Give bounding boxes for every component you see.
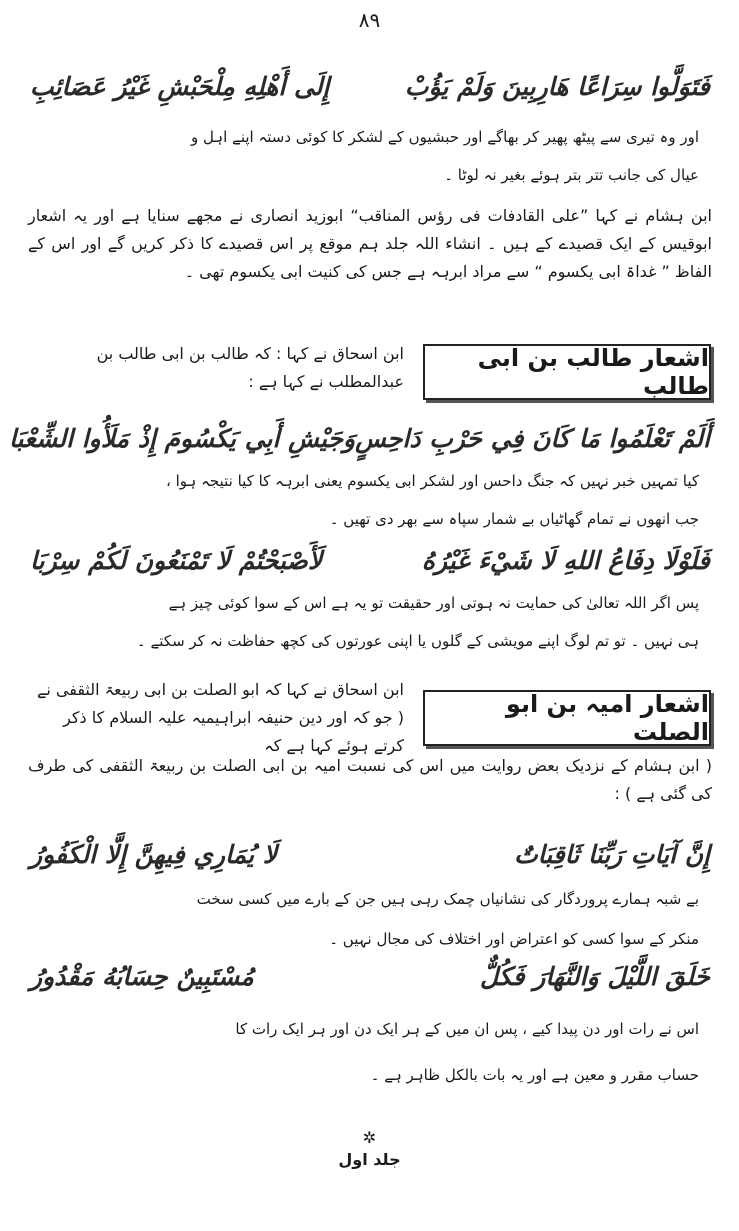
arabic-verse-2 [8,418,710,458]
translation-4-line-1: بے شبہ ہمارے پروردگار کی نشانیاں چمک رہی ہیں جن کے بارے میں کسی سخت [196,890,699,908]
translation-1-line-1: اور وہ تیری سے پیٹھ پھیر کر بھاگے اور حبشیوں کے لشکر کا کوئی دستہ اپنے اہل و [190,128,699,146]
verse-2-hemistich-right: أَلَمْ تَعْلَمُوا مَا كَانَ فِي حَرْبِ دَاحِسٍ [355,423,710,453]
arabic-verse-4 [30,834,710,874]
verse-1-hemistich-right: فَتَوَلَّوا سِرَاعًا هَارِبِينَ وَلَمْ يَؤُبْ [404,71,710,101]
translation-3-line-2: ہی نہیں ۔ تو تم لوگ اپنے مویشی کے گلوں یا اپنی عورتوں کی کچھ حفاظت نہ کر سکتے ۔ [136,632,699,650]
translation-2-line-2: جب انھوں نے تمام گھاٹیاں بے شمار سپاہ سے بھر دی تھیں ۔ [329,510,699,528]
verse-3-hemistich-left: لَأَصْبَحْتُمْ لَا تَمْنَعُونَ لَكُمْ سِرْبَا [30,545,323,575]
volume-footer: جلد اول [338,1150,401,1169]
section-heading-talib: اشعار طالب بن ابی طالب [423,344,711,400]
page-number: ۸۹ [358,8,381,32]
verse-5-hemistich-right: خَلَقَ اللَّيْلَ وَالنَّهَارَ فَكُلٌّ [479,961,710,991]
intro-umayyah: ابن اسحاق نے کہا کہ ابو الصلت بن ابی ربیعۃ الثقفی نے ( جو کہ اور دین حنیفہ ابراہیمیہ علیہ السلام کا ذکر کرتے ہوئے کہا ہے کہ [36,680,404,755]
verse-5-hemistich-left: مُسْتَبِينٌ حِسَابُهُ مَقْدُورُ [30,961,254,991]
translation-3-line-1: پس اگر اللہ تعالیٰ کی حمایت نہ ہوتی اور حقیقت تو یہ ہے اس کے سوا کوئی چیز ہے [168,594,699,612]
arabic-verse-3 [30,540,710,580]
intro-talib: ابن اسحاق نے کہا : کہ طالب بن ابی طالب بن عبدالمطلب نے کہا ہے : [96,344,404,391]
verse-1-hemistich-left: إِلَى أَهْلِهِ مِلْحَبْشِ غَيْرُ عَصَائِبِ [30,71,330,101]
translation-4-line-2: منکر کے سوا کسی کو اعتراض اور اختلاف کی مجال نہیں ۔ [329,930,699,948]
paragraph-ibn-hisham-attribution: ( ابن ہشام کے نزدیک بعض روایت میں اس کی نسبت امیہ بن ابی الصلت بن ربیعۃ الثقفی کی طرف کی گئی ہے ) : [28,756,712,803]
verse-2-hemistich-left: وَجَيْشِ أَبِي يَكْسُومَ إِذْ مَلَأُوا الشِّعْبَا [8,423,356,453]
verse-4-hemistich-right: إِنَّ آيَاتِ رَبِّنَا ثَاقِبَاتٌ [514,839,710,869]
translation-5-line-1: اس نے رات اور دن پیدا کیے ، پس ان میں کے ہر ایک دن اور ہر ایک رات کا [235,1020,699,1038]
section-heading-umayyah: اشعار امیہ بن ابو الصلت [423,690,711,746]
translation-2-line-1: کیا تمہیں خبر نہیں کہ جنگ داحس اور لشکر ابی یکسوم یعنی ابرہہ کا کیا نتیجہ ہوا ، [166,472,699,490]
verse-4-hemistich-left: لَا يُمَارِي فِيهِنَّ إِلَّا الْكَفُورُ [30,839,277,869]
verse-3-hemistich-right: فَلَوْلَا دِفَاعُ اللهِ لَا شَيْءَ غَيْرُهُ [421,545,710,575]
arabic-verse-1 [30,66,710,106]
translation-5-line-2: حساب مقرر و معین ہے اور یہ بات بالکل ظاہر ہے ۔ [370,1066,699,1084]
translation-1-line-2: عیال کی جانب تتر بتر ہوئے بغیر نہ لوٹا ۔ [444,166,699,184]
arabic-verse-5 [30,956,710,996]
paragraph-ibn-hisham-note: ابن ہشام نے کہا ”علی القادفات فی رؤس المناقب“ ابوزید انصاری نے مجھے سنایا ہے اور یہ اشعار ابوقیس کے ایک قصیدے کے ہیں ۔ انشاء اللہ جلد ہم موقع پر اس قصیدے کا ذکر کریں گے اور اس کے الفاظ ” غداۃ ابی یکسوم “ سے مراد ابرہہ ہے جس کی کنیت ابی یکسوم تھی ۔ [28,206,712,281]
ornament-star-icon: ✲ [362,1128,377,1147]
